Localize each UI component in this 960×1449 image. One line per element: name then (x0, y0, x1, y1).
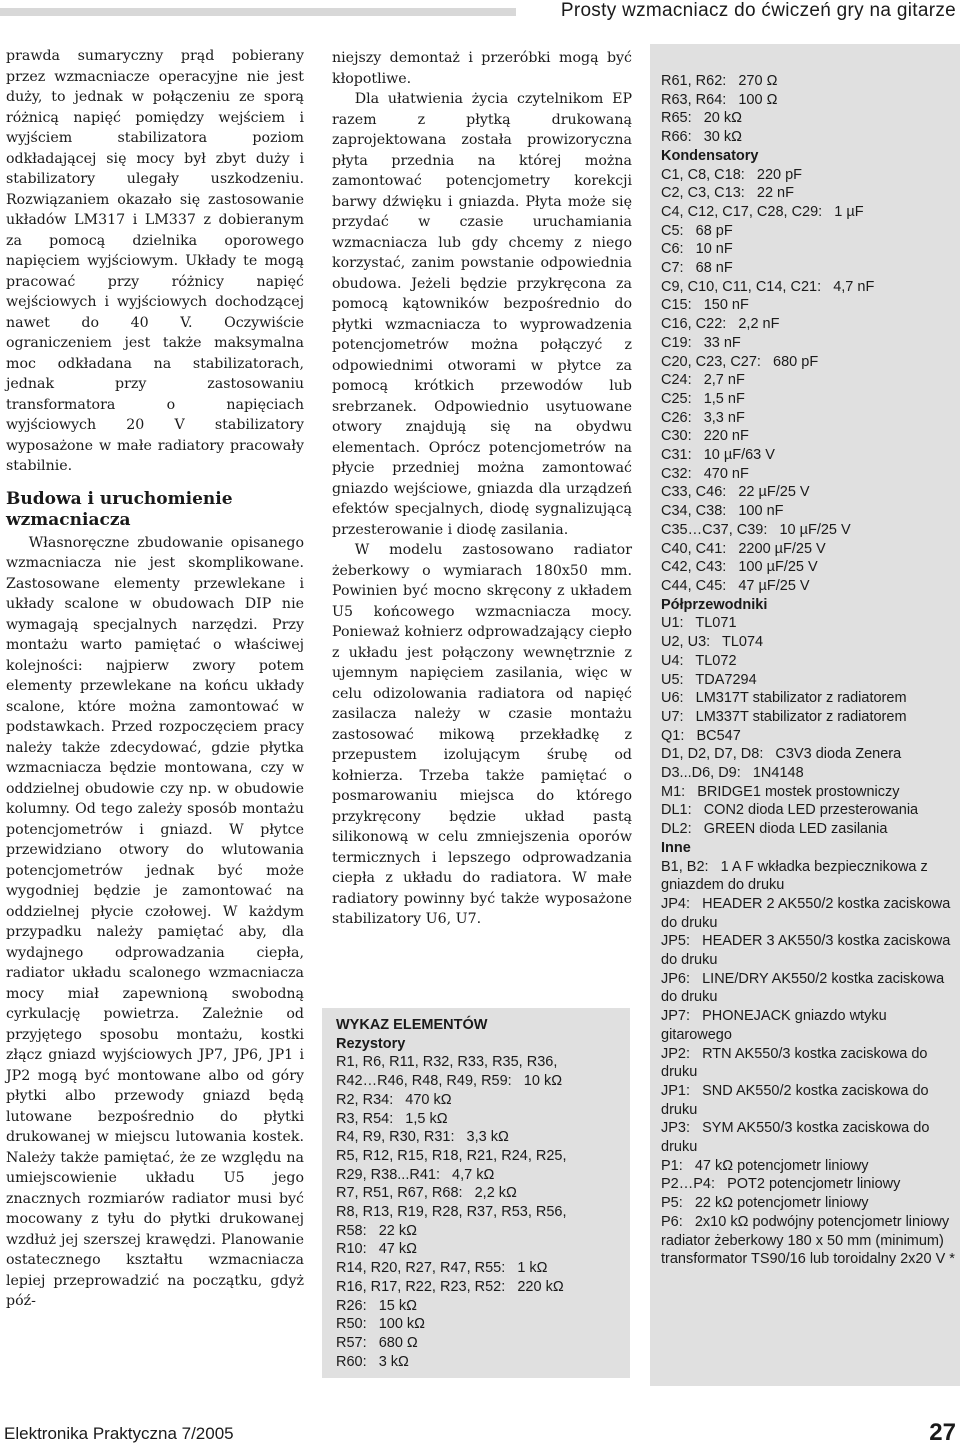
part-entry: DL2: GREEN dioda LED zasilania (661, 821, 888, 838)
paragraph: prawda sumaryczny prąd pobierany przez wzmacniacze operacyjne nie jest duży, to jednak w połączeniu ze sporą różnicą napięć pomiędzy wejściem i wyjściem stabilizatora poziom odkładającej się mocy był zbyt duży i stabilizatory ulegały uszkodzeniu. Rozwiązaniem okazało się zastosowanie układów LM317 i LM337 z dobieranym za pomocą dzielnika oporowego napięciem wyjściowym. Układy te mogą pracować przy różnicy napięć wejściowych i wyjściowych dochodzącej nawet do 40 V. Oczywiście ograniczeniem jest także maksymalna moc odkładana na stabilizatorach, jednak przy zastosowaniu transformatora o napięciach wyjściowych 20 V stabilizatory wyposażone w małe radiatory pracowały stabilnie. (6, 48, 304, 474)
resistor-list-continued (661, 72, 960, 147)
part-entry: C34, C38: 100 nF (661, 503, 784, 520)
part-entry: JP4: HEADER 2 AK550/2 kostka zaciskowa do druku (661, 895, 955, 931)
part-entry: C1, C8, C18: 220 pF (661, 166, 803, 183)
part-entry: P1: 47 kΩ potencjometr liniowy (661, 1157, 869, 1174)
part-entry: R50: 100 kΩ (336, 1316, 426, 1333)
part-entry: C9, C10, C11, C14, C21: 4,7 nF (661, 278, 875, 295)
part-entry: JP2: RTN AK550/3 kostka zaciskowa do druku (661, 1045, 932, 1081)
part-entry: R14, R20, R27, R47, R55: 1 kΩ (336, 1260, 548, 1277)
part-entry: C42, C43: 100 µF/25 V (661, 559, 818, 576)
text-column-1 (6, 46, 304, 1312)
header-bar (0, 8, 516, 16)
part-entry: U7: LM337T stabilizator z radiatorem (661, 708, 907, 725)
footer-page-number: 27 (929, 1419, 956, 1446)
part-entry: R65: 20 kΩ (661, 110, 742, 127)
part-entry: Q1: BC547 (661, 727, 741, 744)
other-parts-list (661, 858, 960, 1269)
paragraph: niejszy demontaż i przeróbki mogą być kłopotliwe. (332, 50, 632, 87)
running-header-title: Prosty wzmacniacz do ćwiczeń gry na gitarze (560, 0, 956, 21)
parts-list-title: WYKAZ ELEMENTÓW (336, 1017, 488, 1033)
part-entry: R61, R62: 270 Ω (661, 73, 778, 89)
part-entry: C33, C46: 22 µF/25 V (661, 484, 810, 501)
part-entry: C44, C45: 47 µF/25 V (661, 577, 810, 594)
part-entry: C31: 10 µF/63 V (661, 447, 775, 464)
part-entry: JP6: LINE/DRY AK550/2 kostka zaciskowa do druku (661, 970, 949, 1006)
part-entry: R1, R6, R11, R32, R33, R35, R36, (336, 1054, 558, 1071)
part-entry: R5, R12, R15, R18, R21, R24, R25, (336, 1147, 567, 1164)
part-entry: R66: 30 kΩ (661, 129, 742, 146)
parts-list-box (322, 1008, 630, 1378)
part-entry: U2, U3: TL074 (661, 634, 764, 651)
part-entry: U4: TL072 (661, 652, 737, 669)
part-entry: P2…P4: POT2 potencjometr liniowy (661, 1176, 901, 1193)
part-entry: JP3: SYM AK550/3 kostka zaciskowa do druku (661, 1120, 934, 1156)
resistor-list (336, 1053, 630, 1371)
part-entry: JP5: HEADER 3 AK550/3 kostka zaciskowa do druku (661, 933, 955, 969)
part-entry: R57: 680 Ω (336, 1334, 418, 1351)
part-entry: C15: 150 nF (661, 297, 749, 314)
paragraph: W modelu zastosowano radiator żeberkowy o wymiarach 180x50 mm. Powinien być mocno skręcony z układem U5 końcowego wzmacniacza mocy. Ponieważ kołnierz odprowadzający ciepło z układu jest połączony wewnętrznie z ujemnym napięciem zasilania, więc w celu odizolowania radiatora od napięć zasilacza należy w czasie montażu zastosować mikową przekładkę z przepustem izolującym śrubę od kołnierza. Trzeba także pamiętać o posmarowaniu miejsca do którego przykręcony będzie układ pastą silikonową w celu zmniejszenia oporów termicznych i lepszego odprowadzania ciepła z układu do radiatora. W małe radiatory powinny być także wyposażone stabilizatory U6, U7. (332, 542, 632, 927)
part-entry: C40, C41: 2200 µF/25 V (661, 540, 826, 557)
part-entry: C19: 33 nF (661, 334, 741, 351)
part-entry: JP7: PHONEJACK gniazdo wtyku gitarowego (661, 1008, 891, 1043)
category-heading-capacitors: Kondensatory (661, 147, 759, 164)
part-entry: R63, R64: 100 Ω (661, 91, 778, 108)
part-entry: C30: 220 nF (661, 428, 749, 445)
part-entry: D1, D2, D7, D8: C3V3 dioda Zenera (661, 746, 902, 763)
category-heading-resistors: Rezystory (336, 1035, 406, 1052)
part-entry: M1: BRIDGE1 mostek prostowniczy (661, 783, 900, 800)
part-entry: R10: 47 kΩ (336, 1241, 417, 1258)
part-entry: C26: 3,3 nF (661, 409, 745, 426)
part-entry: C7: 68 nF (661, 260, 733, 277)
paragraph: Dla ułatwienia życia czytelnikom EP razem z płytką drukowaną zaprojektowana została prowizoryczna płyta przednia na której można zamontować potencjometry korekcji barwy dźwięku i gniazda. Płyta może się przydać w czasie uruchamiania wzmacniacza lub gdy chcemy z niego korzystać, zanim powstanie odpowiednia obudowa. Jeżeli będzie przykręcona za pomocą kątowników bezpośrednio do płytki wzmacniacza to wyprowadzenia potencjometrów można połączyć z odpowiednimi otworami w płytce za pomocą krótkich przewodów lub srebrzanek. Odpowiednio usytuowane otwory znajdują się na obydwu elementach. Oprócz potencjometrów na płycie przedniej można zamontować gniazdo wejściowe, gniazda dla urządzeń efektów specjalnych, diodę sygnalizującą przesterowanie i diodę zasilania. (332, 91, 632, 538)
part-entry: C4, C12, C17, C28, C29: 1 µF (661, 203, 864, 220)
part-entry: R7, R51, R67, R68: 2,2 kΩ (336, 1185, 517, 1202)
part-entry: U1: TL071 (661, 615, 737, 632)
part-entry: U6: LM317T stabilizator z radiatorem (661, 690, 907, 707)
part-entry: R26: 15 kΩ (336, 1297, 417, 1314)
part-entry: R29, R38...R41: 4,7 kΩ (336, 1166, 495, 1183)
part-entry: R3, R54: 1,5 kΩ (336, 1110, 448, 1127)
part-entry: R2, R34: 470 kΩ (336, 1091, 452, 1108)
part-entry: P6: 2x10 kΩ podwójny potencjometr liniowy (661, 1213, 950, 1230)
semiconductor-list (661, 614, 960, 838)
part-entry: C25: 1,5 nF (661, 390, 745, 407)
part-entry: radiator żeberkowy 180 x 50 mm (minimum) (661, 1232, 944, 1249)
part-entry: B1, B2: 1 A F wkładka bezpiecznikowa z gniazdem do druku (661, 858, 932, 894)
part-entry: C6: 10 nF (661, 241, 733, 258)
part-entry: U5: TDA7294 (661, 671, 757, 688)
part-entry: R8, R13, R19, R28, R37, R53, R56, (336, 1204, 567, 1221)
part-entry: C5: 68 pF (661, 222, 733, 239)
category-heading-semiconductors: Półprzewodniki (661, 596, 768, 613)
part-entry: C24: 2,7 nF (661, 372, 745, 389)
paragraph: Własnoręczne zbudowanie opisanego wzmacniacza nie jest skomplikowane. Zastosowane elementy przewlekane i układy scalone w obudowach DIP nie wymagają specjalnych narzędzi. Przy montażu warto pamiętać o właściwej kolejności: najpierw zwory potem elementy przewlekane na końcu układy scalone, które można zamontować w podstawkach. Przed rozpoczęciem pracy należy także zdecydować, gdzie płytka wzmacniacza będzie montowana, czy w oddzielnej obudowie czy np. w obudowie kolumny. Od tego zależy sposób montażu potencjometrów i gniazd. W płytce przewidziano otwory do wlutowania potencjometrów jednak być może wygodniej będzie je zamontować na oddzielnej płycie czołowej. W każdym przypadku należy pamiętać aby, dla wydajnego odprowadzania ciepła, radiator układu scalonego wzmacniacza mocy miał zapewnioną swobodną cyrkulację powietrza. Zależnie od przyjętego sposobu montażu, kostki złącz gniazd wyjściowych JP7, JP6, JP1 i JP2 mogą być montowane albo od góry płytki albo przewody gniazd będą lutowane bezpośrednio do płytki drukowanej w miejscu lutowania kostek. Należy także pamiętać, że ze względu na umiejscowienie układu U5 jego znacznych rozmiarów radiator musi być mocowany z tyłu do płytki drukowanej wzdłuż jej szerszej krawędzi. Planowanie ostatecznego kształtu wzmacniacza lepiej przeprowadzić na początku, gdyż póź- (6, 534, 304, 1309)
part-entry: C35…C37, C39: 10 µF/25 V (661, 521, 851, 538)
part-entry: R58: 22 kΩ (336, 1222, 417, 1239)
footer-magazine-issue: Elektronika Praktyczna 7/2005 (4, 1424, 234, 1443)
part-entry: R16, R17, R22, R23, R52: 220 kΩ (336, 1278, 564, 1295)
part-entry: C20, C23, C27: 680 pF (661, 353, 819, 370)
part-entry: D3...D6, D9: 1N4148 (661, 765, 804, 782)
part-entry: C32: 470 nF (661, 465, 749, 482)
part-entry: C16, C22: 2,2 nF (661, 316, 780, 333)
section-heading: Budowa i uruchomienie wzmacniacza (6, 488, 233, 530)
part-entry: R42…R46, R48, R49, R59: 10 kΩ (336, 1073, 563, 1090)
part-entry: DL1: CON2 dioda LED przesterowania (661, 802, 919, 819)
capacitor-list (661, 166, 960, 596)
part-entry: R60: 3 kΩ (336, 1353, 409, 1370)
part-entry: R4, R9, R30, R31: 3,3 kΩ (336, 1129, 509, 1146)
parts-list-column (650, 44, 960, 1386)
part-entry: transformator TS90/16 lub toroidalny 2x20 V * (661, 1251, 955, 1268)
part-entry: JP1: SND AK550/2 kostka zaciskowa do druku (661, 1082, 933, 1118)
part-entry: C2, C3, C13: 22 nF (661, 185, 794, 202)
text-column-2 (332, 48, 632, 930)
category-heading-other: Inne (661, 839, 691, 856)
part-entry: P5: 22 kΩ potencjometr liniowy (661, 1195, 869, 1212)
